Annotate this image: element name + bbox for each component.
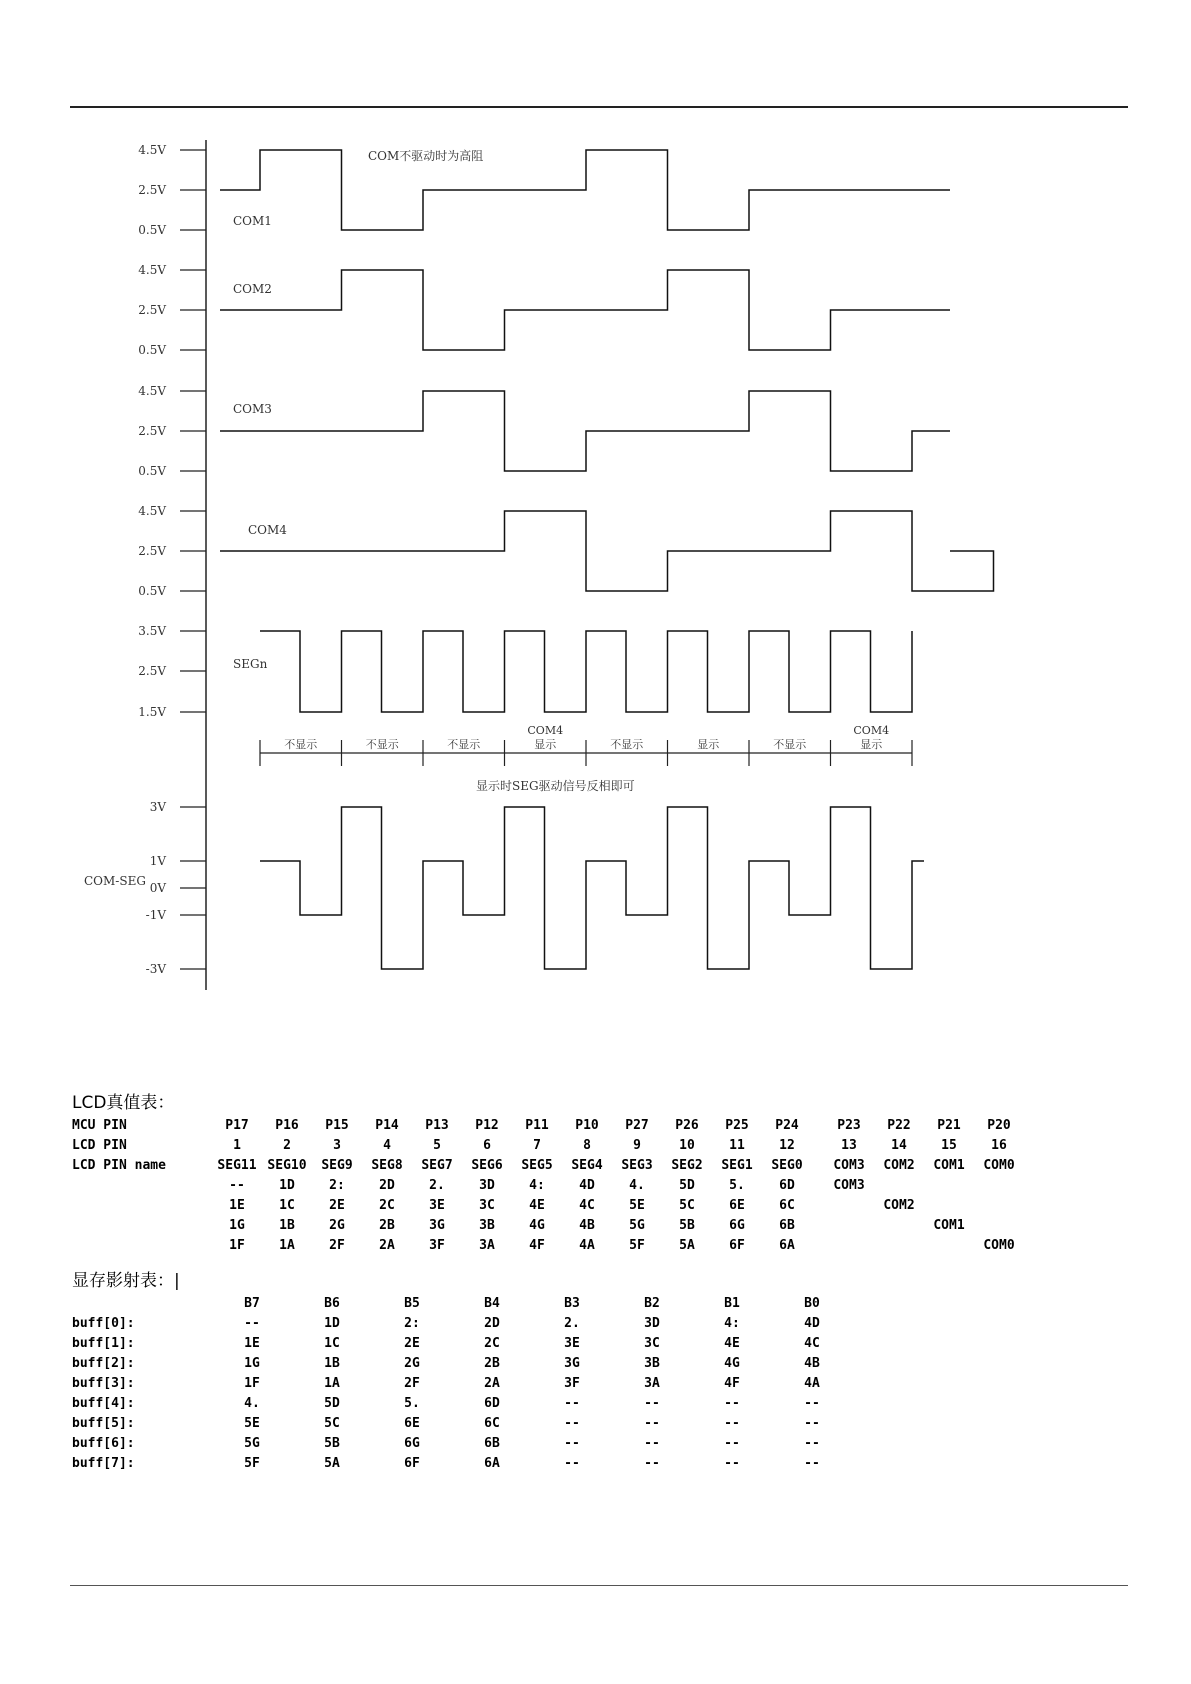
axis-ticks [138, 143, 206, 976]
vram-cell: 5E [244, 1416, 260, 1431]
vram-cell: 2A [484, 1376, 500, 1391]
vram-cell: 6E [404, 1416, 420, 1431]
vram-cell: 1B [324, 1356, 340, 1371]
truth-row-label [72, 1176, 212, 1196]
truth-cell: 5F [629, 1238, 645, 1253]
axis-tick-label: 0.5V [138, 223, 166, 237]
truth-cell [824, 1196, 874, 1216]
vram-cell: 5G [244, 1436, 260, 1451]
column-gap [812, 1176, 824, 1196]
truth-cell: 3F [429, 1238, 445, 1253]
truth-cell: 3B [479, 1218, 495, 1233]
truth-row-label [72, 1236, 212, 1256]
truth-row-label: LCD PIN [72, 1138, 127, 1153]
vram-cell: -- [564, 1416, 580, 1431]
truth-table-row [72, 1196, 1024, 1216]
axis-tick-label: 4.5V [138, 143, 166, 157]
truth-cell: 3G [429, 1218, 445, 1233]
axis-tick-label: 1V [149, 854, 166, 868]
axis-tick-label: -1V [145, 908, 166, 922]
axis-tick-label: 1.5V [138, 705, 166, 719]
axis-tick-label: 3V [149, 800, 166, 814]
truth-cell [974, 1216, 1024, 1236]
truth-cell: 3C [479, 1198, 495, 1213]
column-gap [812, 1116, 824, 1136]
truth-cell: P10 [575, 1118, 599, 1133]
vram-cell: 3C [644, 1336, 660, 1351]
vram-cell: -- [804, 1456, 820, 1471]
vram-cell: 3B [644, 1356, 660, 1371]
vram-header-blank [72, 1294, 212, 1314]
truth-cell [874, 1176, 924, 1196]
truth-cell: SEG8 [371, 1158, 403, 1173]
truth-cell: P27 [625, 1118, 649, 1133]
truth-cell: 5G [629, 1218, 645, 1233]
truth-cell: 5B [679, 1218, 695, 1233]
truth-cell: P12 [475, 1118, 499, 1133]
truth-cell: 6C [779, 1198, 795, 1213]
truth-cell [824, 1216, 874, 1236]
truth-cell: P11 [525, 1118, 549, 1133]
truth-cell: SEG9 [321, 1158, 353, 1173]
vram-cell: 4G [724, 1356, 740, 1371]
truth-table-row [72, 1216, 1024, 1236]
vram-cell: 1F [244, 1376, 260, 1391]
truth-cell: 2A [379, 1238, 395, 1253]
vram-cell: 4A [804, 1376, 820, 1391]
segment-label: 显示 [534, 738, 557, 751]
vram-cell: 1D [324, 1316, 340, 1331]
truth-cell: 11 [729, 1138, 745, 1153]
truth-cell: 8 [583, 1138, 591, 1153]
truth-row-label [72, 1216, 212, 1236]
axis-tick-label: 4.5V [138, 263, 166, 277]
segment-label: 不显示 [610, 738, 644, 751]
truth-cell: P14 [375, 1118, 399, 1133]
truth-cell: P17 [225, 1118, 249, 1133]
truth-cell: P23 [837, 1118, 861, 1133]
axis-tick-label: -3V [145, 962, 166, 976]
truth-cell: SEG4 [571, 1158, 603, 1173]
vram-cell: 4. [244, 1396, 260, 1411]
vram-cell: -- [644, 1396, 660, 1411]
axis-tick-label: 2.5V [138, 303, 166, 317]
segment-label: 不显示 [284, 738, 318, 751]
trace-label-com2: COM2 [233, 282, 272, 296]
vram-cell: -- [804, 1416, 820, 1431]
column-gap [812, 1216, 824, 1236]
vram-cell: -- [564, 1436, 580, 1451]
vram-table-row [72, 1394, 852, 1414]
truth-cell: 14 [891, 1138, 907, 1153]
truth-cell: 4D [579, 1178, 595, 1193]
segment-label: 显示 [860, 738, 883, 751]
com-seg-waveform [260, 807, 924, 969]
truth-cell: 4F [529, 1238, 545, 1253]
vram-cell: 3D [644, 1316, 660, 1331]
vram-cell: 5A [324, 1456, 340, 1471]
truth-cell: 16 [991, 1138, 1007, 1153]
truth-cell [924, 1196, 974, 1216]
truth-cell: 6A [779, 1238, 795, 1253]
vram-cell: 5F [244, 1456, 260, 1471]
truth-cell: P24 [775, 1118, 799, 1133]
vram-header-cell: B7 [244, 1296, 260, 1311]
truth-table-title: LCD真值表： [72, 1093, 175, 1113]
trace-label-com1: COM1 [233, 214, 272, 228]
vram-cell: 4B [804, 1356, 820, 1371]
truth-cell: COM3 [833, 1158, 865, 1173]
truth-cell: 1B [279, 1218, 295, 1233]
com2-waveform [220, 270, 950, 350]
truth-cell: 6 [483, 1138, 491, 1153]
vram-table-row [72, 1354, 852, 1374]
truth-cell: 4B [579, 1218, 595, 1233]
truth-row-label: MCU PIN [72, 1118, 127, 1133]
axis-tick-label: 0.5V [138, 584, 166, 598]
vram-cell: -- [804, 1436, 820, 1451]
truth-cell [924, 1176, 974, 1196]
vram-cell: -- [724, 1436, 740, 1451]
truth-cell: 4. [629, 1178, 645, 1193]
truth-cell: P13 [425, 1118, 449, 1133]
vram-cell: -- [804, 1396, 820, 1411]
truth-cell: COM1 [933, 1218, 965, 1233]
vram-cell: 2E [404, 1336, 420, 1351]
footer-rule [70, 1585, 1128, 1586]
vram-cell: 2G [404, 1356, 420, 1371]
lcd-truth-table [72, 1116, 1024, 1256]
truth-cell: COM2 [883, 1158, 915, 1173]
truth-cell [974, 1196, 1024, 1216]
truth-cell: SEG10 [267, 1158, 307, 1173]
trace-label-com4: COM4 [248, 523, 287, 537]
truth-cell: P20 [987, 1118, 1011, 1133]
truth-cell: 4G [529, 1218, 545, 1233]
truth-cell: 5A [679, 1238, 695, 1253]
vram-cell: 4D [804, 1316, 820, 1331]
vram-map-section [72, 1268, 852, 1474]
vram-cell: 3E [564, 1336, 580, 1351]
axis-tick-label: 2.5V [138, 544, 166, 558]
truth-cell: 9 [633, 1138, 641, 1153]
vram-table-title: 显存影射表：| [72, 1271, 180, 1291]
truth-cell [824, 1236, 874, 1256]
vram-header-cell: B2 [644, 1296, 660, 1311]
truth-cell [924, 1236, 974, 1256]
vram-row-label: buff[2]: [72, 1356, 135, 1371]
axis-tick-label: 4.5V [138, 384, 166, 398]
truth-cell: SEG5 [521, 1158, 553, 1173]
truth-cell: 2F [329, 1238, 345, 1253]
vram-cell: 1G [244, 1356, 260, 1371]
vram-table-row [72, 1314, 852, 1334]
truth-cell: 2E [329, 1198, 345, 1213]
truth-cell [874, 1216, 924, 1236]
truth-cell: SEG7 [421, 1158, 453, 1173]
truth-cell: 4E [529, 1198, 545, 1213]
column-gap [812, 1156, 824, 1176]
truth-cell: 1D [279, 1178, 295, 1193]
truth-cell: SEG0 [771, 1158, 803, 1173]
truth-row-label [72, 1196, 212, 1216]
vram-header-cell: B4 [484, 1296, 500, 1311]
axis-tick-label: 0V [149, 881, 166, 895]
vram-cell: 5C [324, 1416, 340, 1431]
trace-label-segn: SEGn [233, 657, 268, 671]
truth-cell: 7 [533, 1138, 541, 1153]
truth-cell: 6F [729, 1238, 745, 1253]
truth-cell: COM2 [883, 1198, 915, 1213]
truth-cell: -- [229, 1178, 245, 1193]
vram-table-row [72, 1454, 852, 1474]
vram-cell: 1C [324, 1336, 340, 1351]
vram-cell: 2D [484, 1316, 500, 1331]
truth-cell: 6B [779, 1218, 795, 1233]
vram-cell: -- [564, 1456, 580, 1471]
vram-header-cell: B0 [804, 1296, 820, 1311]
segment-label: 不显示 [773, 738, 807, 751]
axis-tick-label: 4.5V [138, 504, 166, 518]
vram-cell: -- [564, 1396, 580, 1411]
segment-label: 不显示 [447, 738, 481, 751]
vram-cell: 5B [324, 1436, 340, 1451]
vram-cell: 3F [564, 1376, 580, 1391]
vram-cell: 5. [404, 1396, 420, 1411]
vram-header-cell: B5 [404, 1296, 420, 1311]
truth-cell: 5C [679, 1198, 695, 1213]
vram-cell: -- [724, 1396, 740, 1411]
vram-cell: 2C [484, 1336, 500, 1351]
truth-cell: P25 [725, 1118, 749, 1133]
truth-cell: 1 [233, 1138, 241, 1153]
vram-row-label: buff[3]: [72, 1376, 135, 1391]
truth-cell: 5E [629, 1198, 645, 1213]
truth-cell: 13 [841, 1138, 857, 1153]
truth-cell: 3 [333, 1138, 341, 1153]
axis-tick-label: 2.5V [138, 664, 166, 678]
trace-labels [233, 214, 287, 671]
vram-cell: 2F [404, 1376, 420, 1391]
vram-cell: 2B [484, 1356, 500, 1371]
truth-cell: 4 [383, 1138, 391, 1153]
truth-cell: 6D [779, 1178, 795, 1193]
truth-cell: 2: [329, 1178, 345, 1193]
vram-cell: -- [724, 1456, 740, 1471]
truth-cell: SEG11 [217, 1158, 257, 1173]
vram-cell: 1E [244, 1336, 260, 1351]
truth-cell: COM1 [933, 1158, 965, 1173]
vram-table-row [72, 1434, 852, 1454]
truth-table-row [72, 1176, 1024, 1196]
truth-cell: COM0 [983, 1158, 1015, 1173]
truth-cell: P16 [275, 1118, 299, 1133]
truth-cell: 1G [229, 1218, 245, 1233]
vram-table-row [72, 1414, 852, 1434]
truth-cell: 12 [779, 1138, 795, 1153]
trace-label-com3: COM3 [233, 402, 272, 416]
vram-map-table [72, 1294, 852, 1474]
column-gap [812, 1236, 824, 1256]
truth-table-row [72, 1236, 1024, 1256]
com4-waveform [220, 511, 994, 591]
truth-cell: P21 [937, 1118, 961, 1133]
truth-cell: 5. [729, 1178, 745, 1193]
vram-cell: 6A [484, 1456, 500, 1471]
annotation-com-high-z: COM不驱动时为高阻 [368, 149, 484, 163]
vram-cell: 2: [404, 1316, 420, 1331]
annotation-seg-invert: 显示时SEG驱动信号反相即可 [476, 779, 635, 793]
truth-cell: 4A [579, 1238, 595, 1253]
truth-cell: 2. [429, 1178, 445, 1193]
com3-waveform [220, 391, 950, 471]
vram-row-label: buff[4]: [72, 1396, 135, 1411]
truth-cell: COM3 [833, 1178, 865, 1193]
vram-cell: -- [644, 1416, 660, 1431]
truth-cell: SEG1 [721, 1158, 753, 1173]
truth-cell: 2 [283, 1138, 291, 1153]
vram-header-cell: B6 [324, 1296, 340, 1311]
axis-tick-label: 0.5V [138, 464, 166, 478]
truth-table-row [72, 1156, 1024, 1176]
truth-cell: 5 [433, 1138, 441, 1153]
vram-header-cell: B3 [564, 1296, 580, 1311]
vram-row-label: buff[1]: [72, 1336, 135, 1351]
vram-cell: 5D [324, 1396, 340, 1411]
column-gap [812, 1196, 824, 1216]
truth-cell: 2G [329, 1218, 345, 1233]
com1-waveform [220, 150, 950, 230]
vram-row-label: buff[5]: [72, 1416, 135, 1431]
truth-cell: 5D [679, 1178, 695, 1193]
vram-row-label: buff[6]: [72, 1436, 135, 1451]
vram-cell: 6C [484, 1416, 500, 1431]
column-gap [812, 1136, 824, 1156]
truth-cell: P22 [887, 1118, 911, 1133]
truth-row-label: LCD PIN name [72, 1158, 166, 1173]
truth-cell: 3D [479, 1178, 495, 1193]
vram-cell: 3A [644, 1376, 660, 1391]
vram-cell: -- [724, 1416, 740, 1431]
segment-bar [260, 724, 912, 766]
truth-cell: SEG6 [471, 1158, 503, 1173]
truth-cell: 1C [279, 1198, 295, 1213]
segment-com-note: COM4 [853, 724, 890, 737]
truth-cell: 1A [279, 1238, 295, 1253]
truth-table-row [72, 1136, 1024, 1156]
waveform-traces [220, 150, 994, 969]
truth-cell [874, 1236, 924, 1256]
truth-table-row [72, 1116, 1024, 1136]
vram-table-row [72, 1334, 852, 1354]
vram-row-label: buff[7]: [72, 1456, 135, 1471]
vram-cell: -- [644, 1456, 660, 1471]
truth-cell: 15 [941, 1138, 957, 1153]
vram-cell: 6B [484, 1436, 500, 1451]
vram-cell: 4: [724, 1316, 740, 1331]
axis-tick-label: 3.5V [138, 624, 166, 638]
vram-cell: 6F [404, 1456, 420, 1471]
axis-tick-label: 2.5V [138, 183, 166, 197]
truth-cell: 2C [379, 1198, 395, 1213]
vram-header-cell: B1 [724, 1296, 740, 1311]
truth-cell: 1E [229, 1198, 245, 1213]
truth-cell: P26 [675, 1118, 699, 1133]
vram-cell: 6D [484, 1396, 500, 1411]
vram-cell: 2. [564, 1316, 580, 1331]
truth-cell: SEG3 [621, 1158, 653, 1173]
truth-cell: 6G [729, 1218, 745, 1233]
segment-label: 不显示 [365, 738, 399, 751]
segn-waveform [260, 631, 912, 712]
truth-cell: 2B [379, 1218, 395, 1233]
truth-cell: COM0 [983, 1238, 1015, 1253]
vram-cell: 4F [724, 1376, 740, 1391]
truth-cell: 3E [429, 1198, 445, 1213]
vram-cell: 3G [564, 1356, 580, 1371]
vram-cell: 4E [724, 1336, 740, 1351]
axis-tick-label: 0.5V [138, 343, 166, 357]
vram-cell: -- [244, 1316, 260, 1331]
vram-table-row [72, 1374, 852, 1394]
truth-cell: SEG2 [671, 1158, 703, 1173]
truth-cell: 6E [729, 1198, 745, 1213]
axis-tick-label: 2.5V [138, 424, 166, 438]
truth-cell: 10 [679, 1138, 695, 1153]
truth-cell: 4C [579, 1198, 595, 1213]
vram-row-label: buff[0]: [72, 1316, 135, 1331]
truth-cell: 2D [379, 1178, 395, 1193]
segment-label: 显示 [697, 738, 720, 751]
vram-cell: 6G [404, 1436, 420, 1451]
vram-cell: 4C [804, 1336, 820, 1351]
vram-cell: -- [644, 1436, 660, 1451]
truth-cell [974, 1176, 1024, 1196]
truth-cell: P15 [325, 1118, 349, 1133]
diff-axis-title: COM-SEG [84, 874, 146, 888]
truth-cell: 4: [529, 1178, 545, 1193]
vram-cell: 1A [324, 1376, 340, 1391]
segment-com-note: COM4 [527, 724, 564, 737]
truth-cell: 1F [229, 1238, 245, 1253]
lcd-truth-table-section [72, 1090, 1024, 1256]
truth-cell: 3A [479, 1238, 495, 1253]
